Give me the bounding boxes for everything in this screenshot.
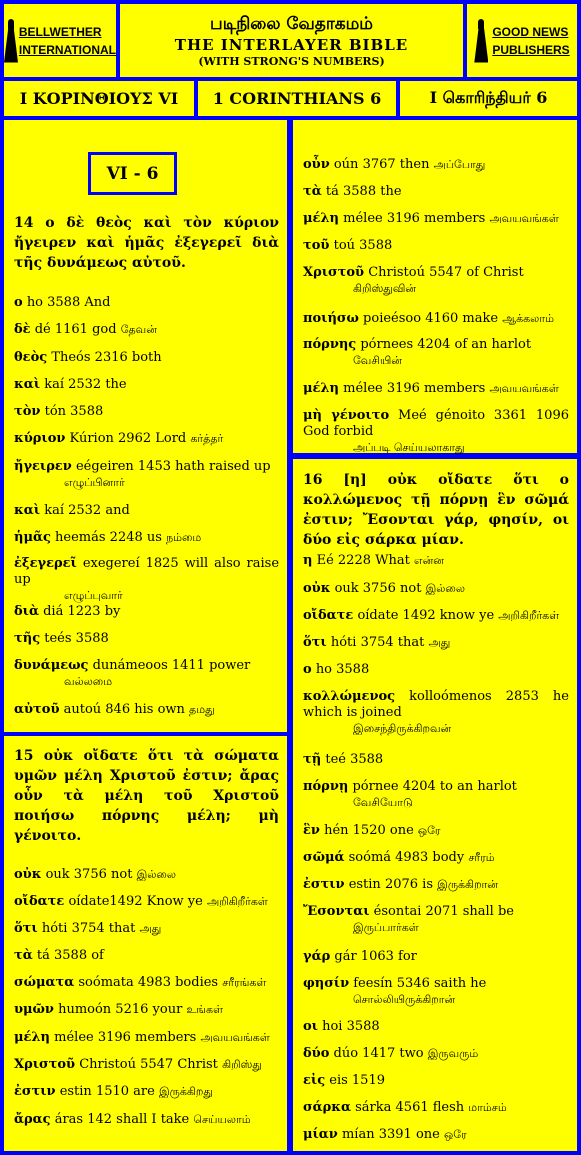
tamil-gloss: இருக்கிறான் [437,878,498,891]
word-entry [303,238,569,254]
tamil-gloss: என்ன [413,554,444,567]
greek-word: ποιήσω [303,311,359,326]
greek-word: τοῦ [303,238,330,253]
bellwether-logo-text: BELLWETHER INTERNATIONAL [18,24,116,57]
page-header [120,4,463,77]
word-entry [303,1100,569,1116]
word-entry [303,662,569,678]
english-gloss: ésontai 2071 shall be [373,904,514,919]
word-entry [303,265,569,297]
word-entry [303,752,569,768]
english-gloss: hoi 3588 [322,1019,380,1034]
greek-word: δυνάμεως [14,658,89,673]
english-gloss: teés 3588 [44,631,109,646]
greek-word: ἤγειρεν [14,459,72,474]
tamil-gloss: எழுப்பினார் [64,476,125,489]
greek-word: οι [303,1019,318,1034]
tamil-gloss: சரீரங்கள் [222,976,267,989]
greek-word: πόρνης [303,337,357,352]
tamil-gloss: ஆக்கலாம் [502,312,554,325]
greek-word: η [303,553,313,568]
english-gloss: ho 3588 [315,662,370,677]
english-gloss: Eé 2228 What [316,553,410,568]
english-gloss: oún 3767 then [333,157,430,172]
english-gloss: kaí 2532 the [44,377,127,392]
tamil-gloss: இல்லை [425,582,465,595]
greek-word: ἐστιν [14,1084,56,1099]
word-entry [14,867,279,883]
greek-word: αὐτοῦ [14,702,60,717]
tamil-gloss: தேவன் [120,323,157,336]
word-entry [14,658,279,690]
greek-word: Ἔσονται [303,904,370,919]
english-gloss: teé 3588 [325,752,384,767]
word-entry [303,823,569,839]
good-news-logo-text: GOOD NEWS PUBLISHERS [492,24,570,57]
word-entry [14,350,279,366]
english-gloss: soómata 4983 bodies [78,975,219,990]
word-entry [303,311,569,327]
greek-word: ἄρας [14,1112,51,1127]
english-gloss: dunámeoos 1411 power [92,658,251,673]
greek-word: θεὸς [14,350,48,365]
tamil-gloss: இல்லை [136,868,176,881]
word-entry [303,1019,569,1035]
greek-word: ο [14,295,23,310]
word-entry [303,581,569,597]
good-news-figure-icon [474,19,488,63]
word-entry [14,948,279,964]
greek-word: σάρκα [303,1100,351,1115]
greek-word: μίαν [303,1127,338,1142]
english-gloss: poieésoo 4160 make [363,311,499,326]
english-gloss: gár 1063 for [334,949,417,964]
greek-word: Χριστοῦ [14,1057,76,1072]
greek-word: μέλη [303,211,339,226]
greek-word: οἴδατε [303,608,354,623]
tamil-gloss: மாம்சம் [468,1101,507,1114]
tamil-gloss: சரீரம் [468,851,495,864]
bellwether-figure-icon [4,19,15,63]
greek-word: σώματα [14,975,75,990]
english-gloss: soómá 4983 body [348,850,465,865]
word-entry [14,1002,279,1018]
word-entry [14,404,279,420]
page-title: THE INTERLAYER BIBLE [174,35,409,54]
english-gloss: áras 142 shall I take [54,1112,190,1127]
word-entry [303,184,569,200]
tamil-gloss: அது [428,636,451,649]
tamil-gloss: சொல்லியிருக்கிறான் [353,993,456,1006]
tamil-title: படிநிலை வேதாகமம் [210,13,373,34]
word-entry [14,702,279,718]
english-gloss: tá 3588 the [325,184,402,199]
greek-word: τῇ [303,752,322,767]
greek-word: οἴδατε [14,894,65,909]
word-entry [303,877,569,893]
word-entry [14,1112,279,1128]
greek-word: δύο [303,1046,330,1061]
tamil-gloss: அப்போது [433,158,486,171]
tamil-gloss: ஒரே [443,1128,467,1141]
word-entry [14,921,279,937]
word-entry [303,779,569,811]
word-entry [303,1046,569,1062]
book-name-tamil: I கொரிந்தியர் 6 [400,81,577,116]
word-entry [14,1030,279,1046]
tamil-gloss: இருவரும் [427,1047,479,1060]
english-gloss: estin 2076 is [348,877,433,892]
greek-word: οὐκ [303,581,331,596]
english-gloss: exegereí 1825 will also raise up [14,556,280,587]
english-gloss: mélee 3196 members [343,211,486,226]
english-gloss: sárka 4561 flesh [355,1100,465,1115]
page-subtitle: (WITH STRONG'S NUMBERS) [198,54,385,68]
word-entry [14,503,279,519]
english-gloss: tá 3588 of [36,948,104,963]
greek-word: ἐστιν [303,877,345,892]
word-entry [303,211,569,227]
greek-word: φησίν [303,976,350,991]
english-gloss: Christoú 5547 of Christ [368,265,524,280]
tamil-gloss: தமது [189,703,215,716]
english-gloss: oídate1492 Know ye [68,894,203,909]
verse-14-text: 14 ο δὲ θεὸς καὶ τὸν κύριον ἤγειρεν καὶ ἡμᾶς ἐξεγερεῖ διὰ τῆς δυνάμεως αὐτοῦ. [14,215,279,271]
tamil-gloss: இசைந்திருக்கிறவன் [353,722,452,735]
greek-word: καὶ [14,377,41,392]
english-gloss: heemás 2248 us [55,530,162,545]
greek-word: οὐκ [14,867,42,882]
english-gloss: diá 1223 by [43,604,121,619]
english-gloss: feesín 5346 saith he [353,976,487,991]
word-entry [303,553,569,569]
tamil-gloss: அவயவங்கள் [489,212,559,225]
tamil-gloss: அது [139,922,162,935]
word-entry [14,604,279,620]
greek-word: ἓν [303,823,320,838]
greek-word: τὰ [14,948,33,963]
english-gloss: ouk 3756 not [45,867,133,882]
word-entry [303,976,569,1008]
english-gloss: dé 1161 god [34,322,117,337]
greek-word: Χριστοῦ [303,265,365,280]
greek-word: γάρ [303,949,331,964]
english-gloss: tón 3588 [44,404,104,419]
word-entry [14,530,279,546]
tamil-gloss: வல்லமை [64,675,113,688]
greek-word: μέλη [303,381,339,396]
word-entry [303,608,569,624]
english-gloss: estin 1510 are [59,1084,155,1099]
greek-word: τὸν [14,404,41,419]
english-gloss: eégeiren 1453 hath raised up [75,459,271,474]
greek-word: κύριον [14,431,66,446]
english-gloss: hén 1520 one [324,823,414,838]
tamil-gloss: எழுப்புவார் [64,589,123,602]
greek-word: μέλη [14,1030,50,1045]
tamil-gloss: உங்கள் [186,1003,224,1016]
tamil-gloss: நம்மை [166,531,202,544]
greek-word: ἐξεγερεῖ [14,556,77,571]
verse-16-text: 16 [η] οὐκ οἴδατε ὅτι ο κολλώμενος τῇ πόρνῃ ἓν σῶμά ἐστιν; Ἔσονται γάρ, φησίν, οι δύο εἰς σάρκα μίαν. [303,472,569,548]
greek-word: ὅτι [14,921,38,936]
greek-word: διὰ [14,604,39,619]
good-news-logo [467,4,577,77]
english-gloss: mían 3391 one [341,1127,440,1142]
tamil-gloss: கிறிஸ்து [222,1058,262,1071]
english-gloss: pórnee 4204 to an harlot [352,779,517,794]
word-entry [303,635,569,651]
word-entry [303,1127,569,1143]
word-entry [14,975,279,991]
greek-word: τὰ [303,184,322,199]
word-entry [303,1073,569,1089]
greek-word: δὲ [14,322,31,337]
greek-word: ὅτι [303,635,327,650]
english-gloss: Meé génoito 3361 1096 God forbid [303,408,569,439]
tamil-gloss: அப்படி செய்யலாகாது [353,441,465,454]
english-gloss: ouk 3756 not [334,581,422,596]
english-gloss: ho 3588 And [26,295,111,310]
english-gloss: mélee 3196 members [343,381,486,396]
bellwether-logo [4,4,116,77]
word-entry [14,1084,279,1100]
greek-word: σῶμά [303,850,345,865]
tamil-gloss: அறிகிறீர்கள் [498,609,560,622]
english-gloss: hóti 3754 that [330,635,425,650]
greek-word: οὖν [303,157,330,172]
word-entry [303,408,569,456]
tamil-gloss: வேசியின் [353,354,402,367]
word-entry [14,459,279,491]
english-gloss: Kúrion 2962 Lord [69,431,187,446]
chapter-label: VI - 6 [88,152,177,195]
english-gloss: mélee 3196 members [54,1030,197,1045]
word-entry [303,850,569,866]
tamil-gloss: வேசியோடு [353,796,413,809]
greek-word: ο [303,662,312,677]
english-gloss: toú 3588 [333,238,393,253]
word-entry [14,631,279,647]
book-name-greek: Ι ΚΟΡΙΝΘΙΟΥΣ VI [4,81,194,116]
word-entry [14,377,279,393]
english-gloss: dúo 1417 two [333,1046,424,1061]
word-entry [14,431,279,447]
book-name-english: 1 CORINTHIANS 6 [198,81,396,116]
word-entry [303,381,569,397]
english-gloss: Christoú 5547 Christ [79,1057,218,1072]
tamil-gloss: கர்த்தர் [190,432,224,445]
tamil-gloss: இருக்கிறது [158,1085,213,1098]
tamil-gloss: செய்யலாம் [193,1113,251,1126]
english-gloss: autoú 846 his own [63,702,185,717]
greek-word: ἡμᾶς [14,530,51,545]
greek-word: κολλώμενος [303,689,396,704]
tamil-gloss: அவயவங்கள் [200,1031,270,1044]
tamil-gloss: அவயவங்கள் [489,382,559,395]
tamil-gloss: இருப்பார்கள் [353,921,419,934]
word-entry [14,894,279,910]
english-gloss: hóti 3754 that [41,921,136,936]
word-entry [303,689,569,737]
greek-word: τῆς [14,631,41,646]
english-gloss: Theós 2316 both [51,350,162,365]
word-entry [303,904,569,936]
greek-word: καὶ [14,503,41,518]
greek-word: μὴ γένοιτο [303,408,390,423]
english-gloss: humoón 5216 your [58,1002,183,1017]
word-entry [303,949,569,965]
english-gloss: eis 1519 [329,1073,385,1088]
greek-word: πόρνῃ [303,779,349,794]
greek-word: εἰς [303,1073,326,1088]
tamil-gloss: ஒரே [417,824,441,837]
english-gloss: oídate 1492 know ye [357,608,495,623]
tamil-gloss: கிறிஸ்துவின் [353,282,417,295]
verse-15-text: 15 οὐκ οἴδατε ὅτι τὰ σώματα υμῶν μέλη Χριστοῦ ἐστιν; ἄρας οὖν τὰ μέλη τοῦ Χριστοῦ ποιήσω πόρνης μέλη; μὴ γένοιτο. [14,748,279,844]
greek-word: υμῶν [14,1002,54,1017]
english-gloss: kaí 2532 and [44,503,130,518]
tamil-gloss: அறிகிறீர்கள் [206,895,268,908]
word-entry [14,322,279,338]
word-entry [14,295,279,311]
word-entry [14,1057,279,1073]
english-gloss: kolloómenos 2853 he which is joined [303,689,569,720]
word-entry [303,157,569,173]
english-gloss: pórnees 4204 of an harlot [360,337,532,352]
word-entry [303,337,569,369]
word-entry [14,556,279,604]
